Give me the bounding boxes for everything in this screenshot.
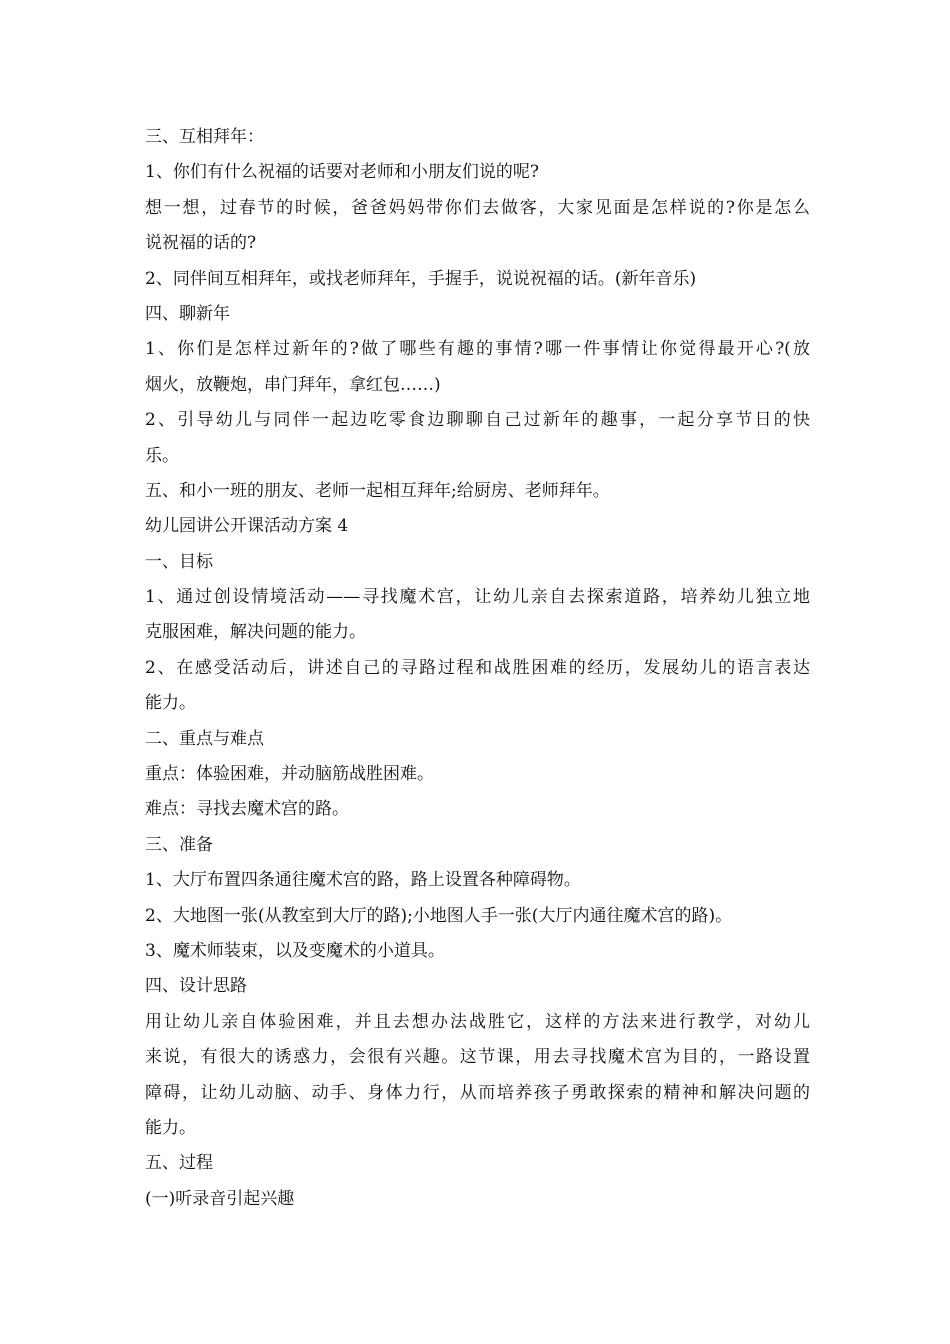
- paragraph-line: 想一想，过春节的时候，爸爸妈妈带你们去做客，大家见面是怎样说的?你是怎么: [145, 197, 810, 218]
- paragraph-line: 2、同伴间互相拜年，或找老师拜年，手握手，说说祝福的话。(新年音乐): [145, 268, 697, 289]
- subsection-heading: (一)听录音引起兴趣: [145, 1188, 295, 1209]
- paragraph-line: 来说，有很大的诱惑力，会很有兴趣。这节课，用去寻找魔术宫为目的，一路设置: [145, 1047, 810, 1068]
- section-heading: 四、设计思路: [145, 976, 247, 997]
- document-body: [145, 120, 810, 1217]
- paragraph-line: 说祝福的话的?: [145, 233, 257, 254]
- paragraph-line: 乐。: [145, 445, 179, 466]
- section-heading: 三、准备: [145, 834, 213, 855]
- paragraph-line: 克服困难，解决问题的能力。: [145, 622, 366, 643]
- section-heading: 二、重点与难点: [145, 728, 264, 749]
- paragraph-line: 五、和小一班的朋友、老师一起相互拜年;给厨房、老师拜年。: [145, 480, 610, 501]
- paragraph-line: 难点：寻找去魔术宫的路。: [145, 799, 349, 820]
- section-heading: 三、互相拜年：: [145, 127, 264, 147]
- paragraph-line: 1、你们有什么祝福的话要对老师和小朋友们说的呢?: [145, 162, 539, 183]
- paragraph-line: 1、大厅布置四条通往魔术宫的路，路上设置各种障碍物。: [145, 870, 581, 891]
- paragraph-line: 2、在感受活动后，讲述自己的寻路过程和战胜困难的经历，发展幼儿的语言表达: [145, 657, 810, 678]
- paragraph-line: 重点：体验困难，并动脑筋战胜困难。: [145, 764, 434, 785]
- paragraph-line: 2、大地图一张(从教室到大厅的路);小地图人手一张(大厅内通往魔术宫的路)。: [145, 905, 733, 926]
- paragraph-line: 1、通过创设情境活动——寻找魔术宫，让幼儿亲自去探索道路，培养幼儿独立地: [145, 587, 810, 608]
- section-heading: 一、目标: [145, 551, 213, 572]
- section-heading: 五、过程: [145, 1153, 213, 1174]
- paragraph-line: 2、引导幼儿与同伴一起边吃零食边聊聊自己过新年的趣事，一起分享节日的快: [145, 410, 810, 431]
- section-heading: 四、聊新年: [145, 303, 230, 324]
- paragraph-line: 烟火，放鞭炮，串门拜年，拿红包……): [145, 374, 441, 395]
- paragraph-line: 用让幼儿亲自体验困难，并且去想办法战胜它，这样的方法来进行教学，对幼儿: [145, 1011, 810, 1032]
- paragraph-line: 3、魔术师装束，以及变魔术的小道具。: [145, 940, 445, 961]
- paragraph-line: 能力。: [145, 1117, 196, 1138]
- document-title: 幼儿园讲公开课活动方案 4: [145, 516, 349, 537]
- paragraph-line: 能力。: [145, 693, 196, 714]
- paragraph-line: 1、你们是怎样过新年的?做了哪些有趣的事情?哪一件事情让你觉得最开心?(放: [145, 339, 810, 360]
- paragraph-line: 障碍，让幼儿动脑、动手、身体力行，从而培养孩子勇敢探索的精神和解决问题的: [145, 1082, 810, 1103]
